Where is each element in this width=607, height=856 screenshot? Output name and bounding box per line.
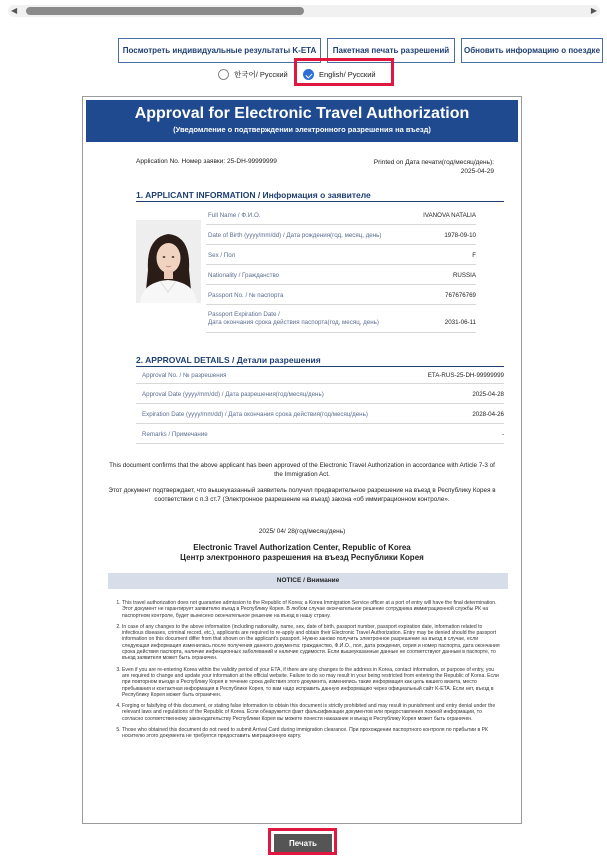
- printed-on-value: 2025-04-29: [460, 168, 494, 175]
- row-value: 767676769: [445, 292, 476, 299]
- row-label: Approval No. / № разрешения: [142, 372, 227, 379]
- section-divider: [136, 201, 504, 202]
- document-title: Approval for Electronic Travel Authorization: [134, 105, 470, 122]
- row-label: Date of Birth (yyyy/mm/dd) / Дата рождения(год, месяц, день): [208, 232, 382, 239]
- confirmation-en: This document confirms that the above applicant has been approved of the Electronic Travel Authorization in accordance with Article 7-3 of the Immigration Act.: [109, 462, 495, 478]
- horizontal-scrollbar[interactable]: [8, 5, 600, 17]
- list-item: 1. This travel authorization does not guarantee admission to the Republic of Korea; a Korea Immigration Service officer at a port of entry will have the final determination. Этот документ не гарантирует заявителю въезд в Республику Корея. В любом случае окончательное решение сотрудника иммиграционной службы РК на паспортном контроле, будет вынесено окончательное решение на въезд в нашу страну.: [122, 600, 502, 619]
- view-results-button[interactable]: Посмотреть индивидуальные результаты K-ETA: [118, 38, 321, 63]
- notice-list: [112, 600, 502, 745]
- table-row: [206, 225, 476, 245]
- row-label: Remarks / Примечание: [142, 431, 208, 438]
- document-banner: [86, 100, 518, 142]
- row-value: 1978-09-10: [444, 232, 476, 239]
- row-value: 2031-06-11: [444, 319, 476, 326]
- scrollbar-thumb[interactable]: [26, 7, 304, 15]
- print-highlight: [268, 828, 337, 855]
- radio-unchecked-icon[interactable]: [218, 69, 229, 80]
- confirmation-ru: Этот документ подтверждает, что вышеуказанный заявитель получил предварительное разрешение на въезд в Республику Корея в соответствии с п.3 ст.7 (Электронное разрешение на въезд) закона «об иммиграционном контроле».: [108, 487, 496, 503]
- issuing-center-en: Electronic Travel Authorization Center, Republic of Korea: [193, 543, 411, 552]
- issue-date: 2025/ 04/ 28(год/месяц/день): [258, 528, 346, 535]
- table-row: [206, 245, 476, 265]
- radio-label: English/ Русский: [319, 70, 376, 79]
- table-row: [136, 366, 504, 384]
- table-row: [206, 265, 476, 285]
- row-value: ETA-RUS-25-DH-99999999: [427, 372, 504, 379]
- section-applicant-title: 1. APPLICANT INFORMATION / Информация о заявителе: [136, 190, 371, 200]
- application-number: Application No. Номер заявки: 25-DH-99999999: [136, 158, 277, 165]
- row-value: RUSSIA: [452, 272, 476, 279]
- approval-document: [86, 100, 518, 820]
- radio-korean-russian[interactable]: [218, 69, 288, 80]
- table-row: [206, 285, 476, 305]
- print-button[interactable]: Печать: [274, 834, 332, 852]
- row-value: 2025-04-28: [472, 391, 504, 398]
- batch-print-button[interactable]: Пакетная печать разрешений: [327, 38, 455, 63]
- document-frame: [82, 96, 522, 824]
- list-item: 2. In case of any changes to the above information (including nationality, name, sex, date of birth, passport number, passport expiration date, information related to infectious diseases, criminal record, etc.), applicants are required to re-apply and obtain their Electronic Travel Authorization. Entry may be denied should the passport information on this document differ from that shown on the applicant's passport. Нужно заново получить электронное разрешение на въезд в случае, если следующая информация изменилась после получения данного документа: гражданство, Ф.И.О., пол, дата рождения, серия и номер паспорта, дата окончания срока действия паспорта, наличие инфекционных заболеваний и наличие судимости. Если вышеуказанные данные не соответствуют данным в паспорте, то въезд заявителя может быть ограничен.: [122, 624, 502, 662]
- applicant-info-table: [206, 206, 476, 333]
- section-approval-title: 2. APPROVAL DETAILS / Детали разрешения: [136, 355, 321, 365]
- applicant-photo: [136, 220, 201, 303]
- table-row: [136, 424, 504, 444]
- row-label: Дата окончания срока действия паспорта(год, месяц, день): [208, 319, 379, 326]
- list-item: 4. Forging or falsifying of this document, or stating false information to obtain this document is strictly prohibited and may result in punishment and entry denial under the relevant laws and regulations of the Republic of Korea. Если обнаружится факт фальсификации документов или предоставления ложной информации, то согласно соответственному законодательству Республики Корея вы можете понести наказание и въезд в Республику Корея может быть ограничен.: [122, 703, 502, 722]
- portrait-icon: [136, 220, 201, 303]
- row-label: Nationality / Гражданство: [208, 272, 280, 279]
- row-value: -: [501, 431, 504, 438]
- row-label: Passport Expiration Date /: [208, 311, 280, 318]
- notice-title: NOTICE / Внимание: [108, 573, 508, 589]
- row-label: Full Name / Ф.И.О.: [208, 212, 261, 219]
- approval-details-table: [136, 366, 504, 444]
- printed-on: [374, 158, 494, 176]
- row-value: F: [472, 252, 476, 259]
- row-label: Sex / Пол: [208, 252, 236, 259]
- issuing-center: [86, 543, 518, 563]
- document-subtitle: (Уведомление о подтверждении электронного разрешения на въезд): [173, 125, 431, 134]
- confirmation-statement: [106, 462, 498, 504]
- row-label: Passport No. / № паспорта: [208, 292, 284, 299]
- scroll-left-icon[interactable]: ◀: [11, 6, 18, 15]
- table-row: [206, 206, 476, 225]
- table-row: [136, 384, 504, 404]
- table-row: [136, 404, 504, 424]
- list-item: 5. Those who obtained this document do not need to submit Arrival Card during immigration clearance. При прохождении паспортного контроля по прибытии в РК носителю этого документа не требуется предоставить миграционную карту.: [122, 727, 502, 740]
- table-row: [206, 305, 476, 333]
- printed-on-label: Printed on Дата печати(год/месяц/день):: [373, 159, 494, 166]
- radio-label: 한국어/ Русский: [234, 70, 288, 79]
- scroll-right-icon[interactable]: ▶: [590, 6, 597, 15]
- list-item: 3. Even if you are re-entering Korea within the validity period of your ETA, if there are any changes to the address in Korea, contact information, or purpose of entry, you are required to change and update your information at the official website. Failure to do so may result in your being restricted from entering the Republic of Korea. Если при повторном въезде в Республику Корея в течение срока действия этого документа, изменились такие информация как цель вашего визита, место пребывания и контактная информация в Республике Корея, то вам надо исправить данную информацию через официальный сайт K-ETA. Если нет, въезд в Республику Корея может быть ограничен.: [122, 667, 502, 698]
- row-label: Approval Date (yyyy/mm/dd) / Дата разрешения(год/месяц/день): [142, 391, 324, 398]
- update-trip-button[interactable]: Обновить информацию о поездке: [461, 38, 603, 63]
- row-value: 2028-04-26: [472, 411, 504, 418]
- issuing-center-ru: Центр электронного разрешения на въезд Республики Корея: [180, 553, 424, 562]
- language-highlight: [294, 58, 394, 86]
- row-label: Expiration Date (yyyy/mm/dd) / Дата окончания срока действия(год/месяц/день): [142, 411, 368, 418]
- row-value: IVANOVA NATALIA: [423, 212, 476, 219]
